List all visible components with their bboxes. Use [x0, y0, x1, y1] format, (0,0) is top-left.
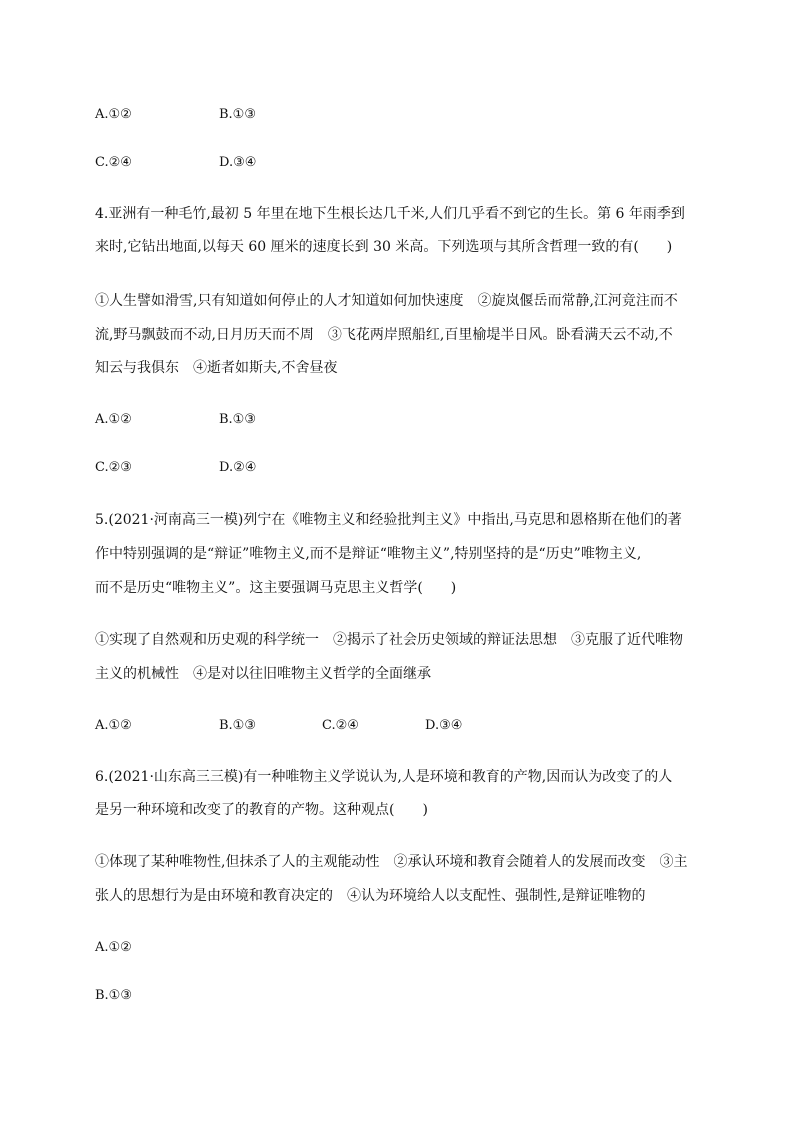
q6-stem-line: 是另一种环境和改变了的教育的产物。这种观点( ) — [95, 802, 428, 818]
q4-option-b: B.①③ — [219, 412, 256, 427]
q4-statement-line: 知云与我俱东 ④逝者如斯夫,不舍昼夜 — [95, 360, 338, 376]
q4-stem-line: 来时,它钻出地面,以每天 60 厘米的速度长到 30 米高。下列选项与其所含哲理一致的有( ) — [95, 239, 673, 255]
q4-option-a: A.①② — [95, 412, 132, 427]
q3-option-d: D.③④ — [219, 155, 257, 170]
q4-option-c: C.②③ — [95, 460, 132, 475]
q3-option-c: C.②④ — [95, 155, 132, 170]
q4-option-d: D.②④ — [219, 460, 257, 475]
q6-option-b: B.①③ — [95, 988, 132, 1003]
q5-option-a: A.①② — [95, 718, 132, 733]
q5-statement-line: ①实现了自然观和历史观的科学统一 ②揭示了社会历史领域的辩证法思想 ③克服了近代唯物 — [95, 632, 683, 648]
q5-stem-line: 作中特别强调的是“辩证”唯物主义,而不是辩证“唯物主义”,特别坚持的是“历史”唯物主义, — [95, 546, 642, 562]
q5-option-d: D.③④ — [425, 718, 463, 733]
q6-option-a: A.①② — [95, 940, 132, 955]
q3-option-b: B.①③ — [219, 107, 256, 122]
q5-option-c: C.②④ — [322, 718, 359, 733]
q4-stem-line: 4.亚洲有一种毛竹,最初 5 年里在地下生根长达几千米,人们几乎看不到它的生长。第 6 年雨季到 — [95, 206, 685, 222]
q6-statement-line: 张人的思想行为是由环境和教育决定的 ④认为环境给人以支配性、强制性,是辩证唯物的 — [95, 888, 646, 904]
q6-stem-line: 6.(2021·山东高三三模)有一种唯物主义学说认为,人是环境和教育的产物,因而认为改变了的人 — [95, 769, 673, 785]
q5-stem-line: 而不是历史“唯物主义”。这主要强调马克思主义哲学( ) — [95, 580, 457, 596]
q4-statement-line: 流,野马飘鼓而不动,日月历天而不周 ③飞花两岸照船红,百里榆堤半日风。卧看满天云不动,不 — [95, 327, 673, 343]
q5-stem-line: 5.(2021·河南高三一模)列宁在《唯物主义和经验批判主义》中指出,马克思和恩格斯在他们的著 — [95, 512, 682, 528]
q5-statement-line: 主义的机械性 ④是对以往旧唯物主义哲学的全面继承 — [95, 666, 431, 682]
q5-option-b: B.①③ — [219, 718, 256, 733]
q6-statement-line: ①体现了某种唯物性,但抹杀了人的主观能动性 ②承认环境和教育会随着人的发展而改变 ③主 — [95, 854, 688, 870]
q4-statement-line: ①人生譬如滑雪,只有知道如何停止的人才知道如何加快速度 ②旋岚偃岳而常静,江河竞注而不 — [95, 293, 678, 309]
q3-option-a: A.①② — [95, 107, 132, 122]
